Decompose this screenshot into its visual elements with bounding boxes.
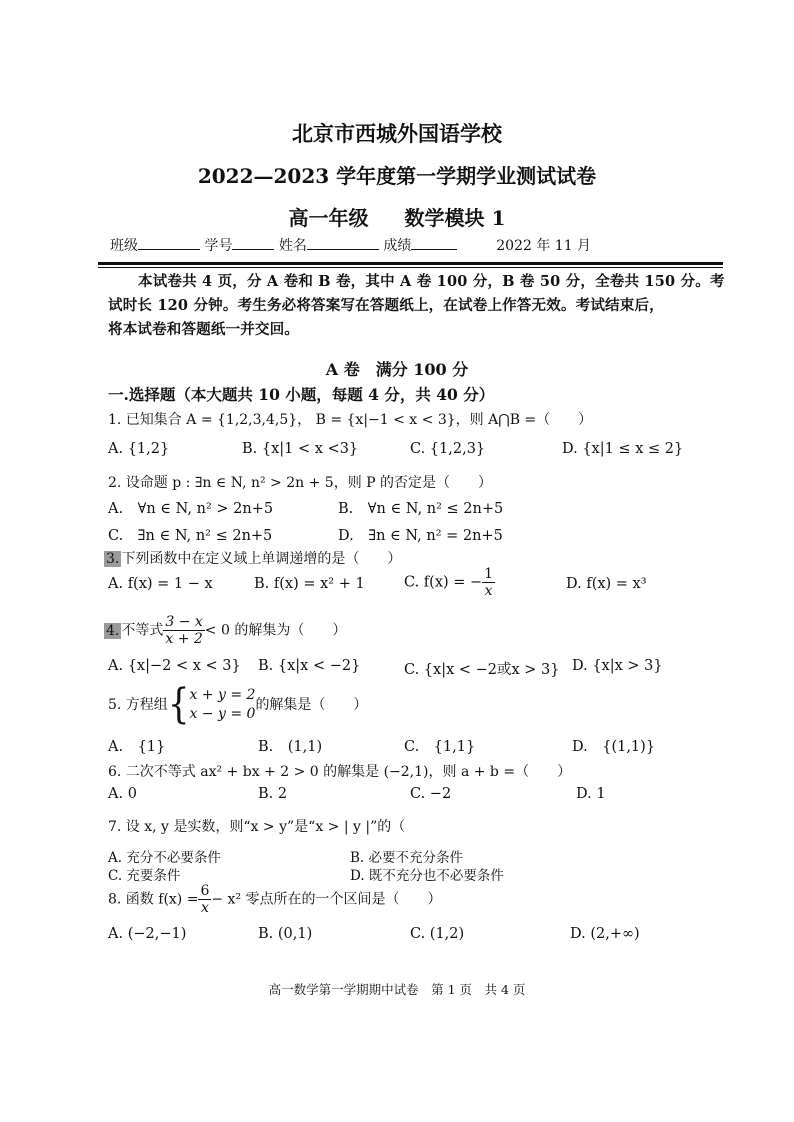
q4-denominator: x + 2: [165, 631, 203, 647]
q3-option-b: B. f(x) = x² + 1: [254, 576, 365, 592]
q2-option-d: D. ∃n ∈ N, n² = 2n+5: [338, 528, 503, 544]
q1-option-d: D. {x|1 ≤ x ≤ 2}: [562, 441, 684, 457]
q8-option-c: C. (1,2): [410, 926, 465, 942]
header-rule-thick: [98, 262, 723, 265]
school-name: 北京市西城外国语学校: [292, 121, 502, 146]
intro-line-1: 本试卷共 4 页，分 A 卷和 B 卷，其中 A 卷 100 分，B 卷 50 分，全卷共 150 分。考: [138, 273, 725, 290]
q8-fraction: [198, 883, 211, 916]
student-info-row: [110, 235, 591, 255]
q5-system: [189, 686, 255, 724]
q8-numerator: 6: [200, 883, 210, 899]
q1-option-a: A. {1,2}: [108, 441, 170, 457]
q8-stem: [108, 883, 442, 916]
q2-option-b: B. ∀n ∈ N, n² ≤ 2n+5: [338, 501, 504, 517]
q2-stem: 2. 设命题 p : ∃n ∈ N, n² > 2n + 5，则 P 的否定是（ ）: [108, 475, 493, 491]
q5-brace: {: [167, 681, 190, 729]
score-label: 成绩: [383, 238, 412, 254]
q8-denominator: x: [200, 900, 209, 916]
exam-title: 2022—2023 学年度第一学期学业测试试卷: [197, 164, 597, 188]
q4-fraction: [163, 614, 204, 647]
q5-eq2: x − y = 0: [189, 706, 256, 722]
q6-option-a: A. 0: [108, 786, 137, 802]
q3-stem-text: 下列函数中在定义域上单调递增的是（ ）: [121, 551, 402, 567]
exam-instructions: [108, 270, 728, 342]
q5-option-a: A. {1}: [108, 739, 166, 755]
q7-option-c: C. 充要条件: [108, 868, 181, 884]
section-subtitle: 一.选择题（本大题共 10 小题，每题 4 分，共 40 分）: [108, 385, 495, 404]
q3-stem: [104, 548, 401, 568]
grade-label: 高一年级: [288, 206, 369, 230]
q8-stem-pre: 8. 函数 f(x) =: [108, 891, 199, 908]
q5-option-b: B. (1,1): [258, 739, 323, 755]
q4-stem-post: < 0 的解集为（ ）: [204, 622, 347, 639]
q3-option-a: A. f(x) = 1 − x: [108, 576, 213, 592]
q4-option-d: D. {x|x > 3}: [572, 658, 663, 674]
q8-option-a: A. (−2,−1): [108, 926, 187, 942]
q3-option-d: D. f(x) = x³: [566, 576, 647, 592]
header-rule-thin: [98, 267, 723, 268]
q6-option-c: C. −2: [410, 786, 452, 802]
q3-c-denominator: x: [484, 583, 493, 599]
name-blank[interactable]: [307, 237, 379, 250]
q4-option-b: B. {x|x < −2}: [258, 658, 361, 674]
q7-option-b: B. 必要不充分条件: [350, 850, 464, 866]
q5-option-d: D. {(1,1)}: [572, 739, 656, 755]
module-label: 数学模块 1: [404, 206, 506, 230]
q5-option-c: C. {1,1}: [404, 739, 476, 755]
intro-line-3: 将本试卷和答题纸一并交回。: [108, 321, 300, 338]
q4-stem: [104, 614, 346, 647]
q6-option-d: D. 1: [576, 786, 606, 802]
q5-stem: [108, 681, 368, 729]
q8-option-b: B. (0,1): [258, 926, 313, 942]
q5-stem-pre: 5. 方程组: [108, 697, 168, 713]
q6-stem: 6. 二次不等式 ax² + bx + 2 > 0 的解集是 (−2,1)，则 a + b =（ ）: [108, 764, 572, 780]
section-title: A 卷 满分 100 分: [325, 360, 469, 379]
q1-option-b: B. {x|1 < x <3}: [242, 441, 359, 457]
grade-module: [0, 202, 794, 231]
intro-line-2: 试时长 120 分钟。考生务必将答案写在答题纸上，在试卷上作答无效。考试结束后，: [108, 297, 664, 314]
q3-option-c-fraction: [482, 566, 495, 599]
q2-option-c: C. ∃n ∈ N, n² ≤ 2n+5: [108, 528, 273, 544]
q7-option-d: D. 既不充分也不必要条件: [350, 868, 504, 884]
q8-option-d: D. (2,+∞): [570, 926, 640, 942]
q3-option-c-prefix: C. f(x) = −: [404, 574, 483, 591]
q4-stem-pre: 不等式: [121, 622, 164, 639]
score-blank[interactable]: [411, 237, 457, 250]
q8-stem-post: − x² 零点所在的一个区间是（ ）: [211, 891, 442, 908]
class-blank[interactable]: [138, 237, 200, 250]
q7-option-a: A. 充分不必要条件: [108, 850, 221, 866]
q5-eq1: x + y = 2: [189, 687, 256, 703]
q4-number: 4.: [106, 622, 120, 639]
number-label: 学号: [204, 238, 233, 254]
q2-option-a: A. ∀n ∈ N, n² > 2n+5: [108, 501, 274, 517]
q3-option-c: [404, 566, 495, 599]
name-label: 姓名: [278, 238, 307, 254]
q3-number: 3.: [106, 551, 120, 567]
q3-c-numerator: 1: [484, 566, 494, 582]
q4-numerator: 3 − x: [165, 614, 203, 630]
q4-option-c: C. {x|x < −2或x > 3}: [404, 662, 560, 678]
q7-stem: 7. 设 x, y 是实数，则“x > y”是“x > | y |”的（: [108, 819, 406, 835]
q1-option-c: C. {1,2,3}: [410, 441, 486, 457]
q6-option-b: B. 2: [258, 786, 288, 802]
number-blank[interactable]: [232, 237, 274, 250]
q1-stem: 1. 已知集合 A = {1,2,3,4,5}， B = {x|−1 < x < 3}，则 A⋂B =（ ）: [108, 412, 593, 428]
exam-date: 2022 年 11 月: [496, 238, 592, 254]
page-footer: 高一数学第一学期期中试卷 第 1 页 共 4 页: [268, 982, 526, 997]
q5-stem-post: 的解集是（ ）: [255, 697, 368, 713]
class-label: 班级: [110, 238, 138, 254]
q4-option-a: A. {x|−2 < x < 3}: [108, 658, 241, 674]
